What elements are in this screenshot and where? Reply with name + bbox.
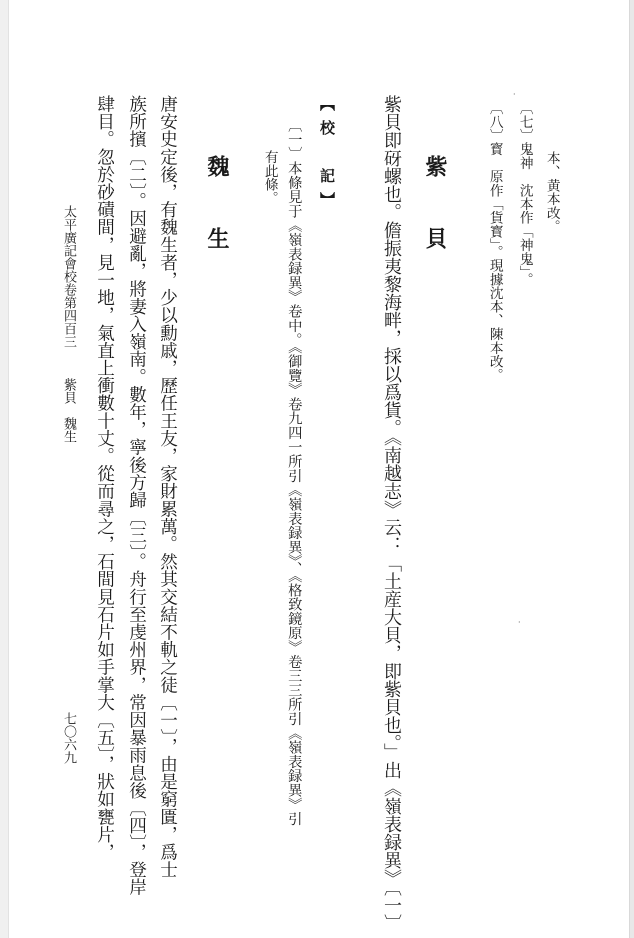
jiaoji-note-1-cont: 有此條。 bbox=[261, 150, 278, 205]
jiaoji-note-1: 〔一〕本條見于《嶺表録異》卷中。《御覽》卷九四一所引《嶺表録異》、《格致鏡原》卷三三所引《嶺表録異》引 bbox=[286, 118, 303, 826]
weisheng-line-3: 肆目。忽於砂磧間，見一地，氣直上衝數十丈。從而尋之，石間見石片如手掌大〔五〕，狀如甕片， bbox=[94, 95, 115, 861]
note-continuation: 本、黄本改。 bbox=[543, 151, 560, 234]
jiaoji-heading: 【校 記】 bbox=[318, 96, 336, 216]
weisheng-line-1: 唐安史定後，有魏生者，少以勳戚，歷任王友，家財累萬。然其交結不軌之徒〔一〕，由是窮匱，爲士 bbox=[157, 95, 178, 879]
page-number: 七〇六九 bbox=[61, 712, 76, 764]
page-edge-right bbox=[629, 0, 634, 938]
note-item-7: 〔七〕鬼神 沈本作「神鬼」。 bbox=[516, 101, 533, 286]
running-head-title: 太平廣記會校卷第四百三 bbox=[61, 205, 76, 348]
section-body-zibei: 紫貝即砑螺也。儋振夷黎海畔，採以爲貨。《南越志》云：「土産大貝，即紫貝也。」出《嶺表録異》〔一〕 bbox=[381, 95, 402, 932]
printer-mark: · bbox=[518, 618, 521, 627]
note-item-8: 〔八〕寳 原作「貨寳」。現據沈本、陳本改。 bbox=[486, 101, 503, 382]
printer-mark: · bbox=[513, 90, 516, 99]
section-heading-weisheng: 魏 生 bbox=[204, 155, 230, 263]
section-heading-zibei: 紫 貝 bbox=[422, 155, 448, 263]
weisheng-line-2: 族所擯〔二〕。因避亂，將妻入嶺南。數年，寧後方歸〔三〕。舟行至虔州界，常因暴雨息後〔四〕，登岸 bbox=[126, 95, 147, 896]
running-head-sections: 紫貝 魏生 bbox=[61, 378, 76, 443]
page-edge-left bbox=[0, 0, 9, 938]
running-head-book bbox=[62, 205, 75, 443]
